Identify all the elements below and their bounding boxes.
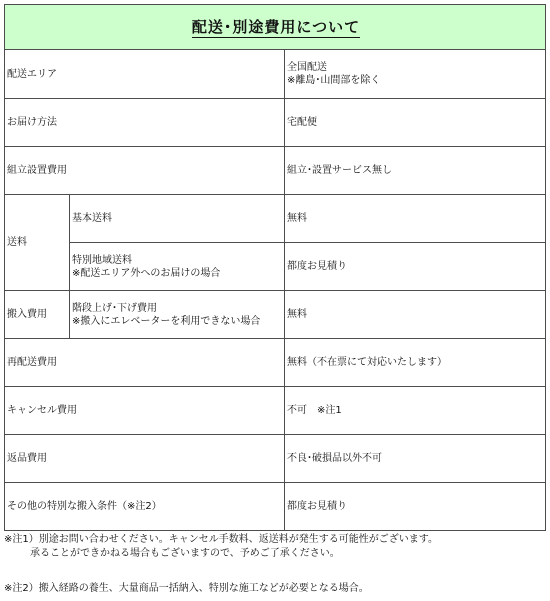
table-row-special-conditions <box>5 483 546 531</box>
footnotes <box>4 533 545 596</box>
special-conditions-label: その他の特別な搬入条件（※注2） <box>5 483 285 531</box>
carry-in-sub-line2: ※搬入にエレベーターを利用できない場合 <box>72 315 261 327</box>
carry-in-sub <box>70 291 285 339</box>
assembly-label: 組立設置費用 <box>5 147 285 195</box>
shipping-special-label <box>70 243 285 291</box>
table-row-delivery-method <box>5 99 546 147</box>
delivery-fees-section <box>4 4 545 531</box>
table-row-redelivery <box>5 339 546 387</box>
shipping-special-label-line1: 特別地域送料 <box>72 254 132 266</box>
note1-line2: 承ることができかねる場合もございますので、予めご了承ください。 <box>30 548 340 559</box>
shipping-special-label-line2: ※配送エリア外へのお届けの場合 <box>72 267 221 279</box>
carry-in-label: 搬入費用 <box>5 291 70 339</box>
title-row <box>5 5 546 50</box>
shipping-basic-value: 無料 <box>285 195 546 243</box>
returns-value: 不良･破損品以外不可 <box>285 435 546 483</box>
delivery-area-value-line1: 全国配送 <box>287 62 327 73</box>
table-row-shipping-basic <box>5 195 546 243</box>
delivery-area-value-line2: ※離島･山間部を除く <box>287 75 381 86</box>
cancel-value: 不可 ※注1 <box>285 387 546 435</box>
returns-label: 返品費用 <box>5 435 285 483</box>
carry-in-value: 無料 <box>285 291 546 339</box>
assembly-value: 組立･設置サービス無し <box>285 147 546 195</box>
carry-in-sub-line1: 階段上げ･下げ費用 <box>72 302 157 314</box>
table-row-delivery-area <box>5 50 546 99</box>
delivery-fees-table <box>4 4 546 531</box>
shipping-special-value: 都度お見積り <box>285 243 546 291</box>
table-row-assembly <box>5 147 546 195</box>
shipping-basic-label: 基本送料 <box>70 195 285 243</box>
redelivery-value: 無料（不在票にて対応いたします） <box>285 339 546 387</box>
cancel-label: キャンセル費用 <box>5 387 285 435</box>
delivery-area-label: 配送エリア <box>5 50 285 99</box>
note1-line1: ※注1）別途お問い合わせください。キャンセル手数料、返送料が発生する可能性がございます。 <box>4 534 438 545</box>
shipping-label: 送料 <box>5 195 70 291</box>
table-row-returns <box>5 435 546 483</box>
table-row-cancel <box>5 387 546 435</box>
table-title-text: 配送･別途費用について <box>191 17 361 36</box>
note2: ※注2）搬入経路の養生、大量商品一括納入、特別な施工などが必要となる場合。 <box>4 583 369 594</box>
table-row-shipping-special <box>5 243 546 291</box>
redelivery-label: 再配送費用 <box>5 339 285 387</box>
special-conditions-value: 都度お見積り <box>285 483 546 531</box>
delivery-method-label: お届け方法 <box>5 99 285 147</box>
delivery-method-value: 宅配便 <box>285 99 546 147</box>
table-title <box>5 5 546 50</box>
delivery-area-value <box>285 50 546 99</box>
notes-spacer <box>4 561 545 582</box>
table-row-carry-in <box>5 291 546 339</box>
